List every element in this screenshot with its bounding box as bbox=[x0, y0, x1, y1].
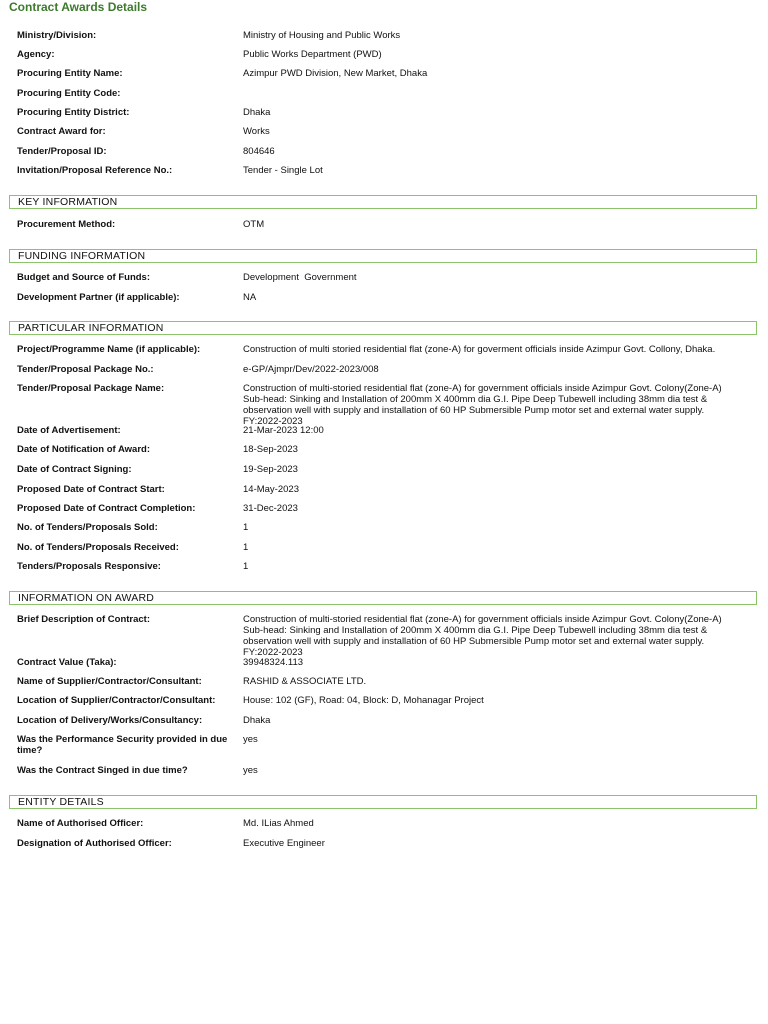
field-label: Invitation/Proposal Reference No.: bbox=[17, 165, 173, 176]
field-label: Was the Performance Security provided in due time? bbox=[17, 734, 228, 756]
field-label: Date of Advertisement: bbox=[17, 425, 121, 436]
field-label: Agency: bbox=[17, 49, 55, 60]
field-value: 19-Sep-2023 bbox=[243, 464, 298, 475]
field-value: 1 bbox=[243, 522, 249, 533]
field-value: RASHID & ASSOCIATE LTD. bbox=[243, 676, 367, 687]
field-label: Was the Contract Singed in due time? bbox=[17, 765, 188, 776]
field-value: Ministry of Housing and Public Works bbox=[243, 30, 401, 41]
field-value: Md. ILias Ahmed bbox=[243, 818, 314, 829]
field-label: Tenders/Proposals Responsive: bbox=[17, 561, 161, 572]
section-header-information-on-award: INFORMATION ON AWARD bbox=[9, 591, 757, 605]
field-label: Procurement Method: bbox=[17, 219, 116, 230]
field-value: Public Works Department (PWD) bbox=[243, 49, 382, 60]
field-label: Tender/Proposal ID: bbox=[17, 146, 107, 157]
field-label: Contract Award for: bbox=[17, 126, 106, 137]
section-header-funding-information: FUNDING INFORMATION bbox=[9, 249, 757, 263]
field-label: Name of Supplier/Contractor/Consultant: bbox=[17, 676, 202, 687]
field-label: Budget and Source of Funds: bbox=[17, 272, 150, 283]
field-value: 21-Mar-2023 12:00 bbox=[243, 425, 324, 436]
field-value: e-GP/Ajmpr/Dev/2022-2023/008 bbox=[243, 364, 379, 375]
field-value: 18-Sep-2023 bbox=[243, 444, 298, 455]
section-header-entity-details: ENTITY DETAILS bbox=[9, 795, 757, 809]
field-label: Tender/Proposal Package Name: bbox=[17, 383, 165, 394]
field-value: 1 bbox=[243, 561, 249, 572]
field-value: Azimpur PWD Division, New Market, Dhaka bbox=[243, 68, 428, 79]
field-value: 1 bbox=[243, 542, 249, 553]
field-label: Contract Value (Taka): bbox=[17, 657, 117, 668]
field-value: 31-Dec-2023 bbox=[243, 503, 298, 514]
field-value: Construction of multi-storied residential flat (zone-A) for government officials inside Azimpur Govt. Colony(Zone-A) Sub-head: Sinking and Installation of 200mm X 400mm dia G.I. Pipe Deep Tubewell including 38mm dia test & observation well with supply and installation of 60 HP Submersible Pump motor set and external water supply. FY:2022-2023 bbox=[243, 614, 722, 658]
field-label: Brief Description of Contract: bbox=[17, 614, 151, 625]
field-label: No. of Tenders/Proposals Received: bbox=[17, 542, 179, 553]
field-label: Procuring Entity Name: bbox=[17, 68, 123, 79]
field-label: Location of Delivery/Works/Consultancy: bbox=[17, 715, 203, 726]
field-label: Designation of Authorised Officer: bbox=[17, 838, 172, 849]
field-label: Project/Programme Name (if applicable): bbox=[17, 344, 201, 355]
field-value: 39948324.113 bbox=[243, 657, 304, 668]
field-value: Development Government bbox=[243, 272, 357, 283]
field-label: Tender/Proposal Package No.: bbox=[17, 364, 154, 375]
field-label: Procuring Entity Code: bbox=[17, 88, 121, 99]
section-header-particular-information: PARTICULAR INFORMATION bbox=[9, 321, 757, 335]
section-header-key-information: KEY INFORMATION bbox=[9, 195, 757, 209]
field-value: Executive Engineer bbox=[243, 838, 325, 849]
field-value: yes bbox=[243, 734, 258, 745]
field-label: Procuring Entity District: bbox=[17, 107, 130, 118]
field-value: NA bbox=[243, 292, 257, 303]
field-value: Dhaka bbox=[243, 715, 271, 726]
page-title: Contract Awards Details bbox=[9, 0, 148, 14]
field-value: yes bbox=[243, 765, 258, 776]
field-label: Ministry/Division: bbox=[17, 30, 97, 41]
field-label: Proposed Date of Contract Completion: bbox=[17, 503, 196, 514]
field-value: Tender - Single Lot bbox=[243, 165, 323, 176]
field-value: 14-May-2023 bbox=[243, 484, 299, 495]
field-value: 804646 bbox=[243, 146, 275, 157]
field-label: Name of Authorised Officer: bbox=[17, 818, 144, 829]
field-label: Proposed Date of Contract Start: bbox=[17, 484, 165, 495]
field-label: Date of Notification of Award: bbox=[17, 444, 150, 455]
field-value: House: 102 (GF), Road: 04, Block: D, Mohanagar Project bbox=[243, 695, 484, 706]
field-label: Date of Contract Signing: bbox=[17, 464, 132, 475]
field-value: Construction of multi storied residential flat (zone-A) for goverment officials inside Azimpur Govt. Collony, Dhaka. bbox=[243, 344, 716, 355]
field-label: Development Partner (if applicable): bbox=[17, 292, 180, 303]
field-value: Works bbox=[243, 126, 270, 137]
field-value: Dhaka bbox=[243, 107, 271, 118]
field-label: No. of Tenders/Proposals Sold: bbox=[17, 522, 158, 533]
field-label: Location of Supplier/Contractor/Consultant: bbox=[17, 695, 216, 706]
field-value: OTM bbox=[243, 219, 265, 230]
field-value: Construction of multi-storied residential flat (zone-A) for government officials inside Azimpur Govt. Colony(Zone-A) Sub-head: Sinking and Installation of 200mm X 400mm dia G.I. Pipe Deep Tubewell including 38mm dia test & observation well with supply and installation of 60 HP Submersible Pump motor set and external water supply. FY:2022-2023 bbox=[243, 383, 722, 427]
